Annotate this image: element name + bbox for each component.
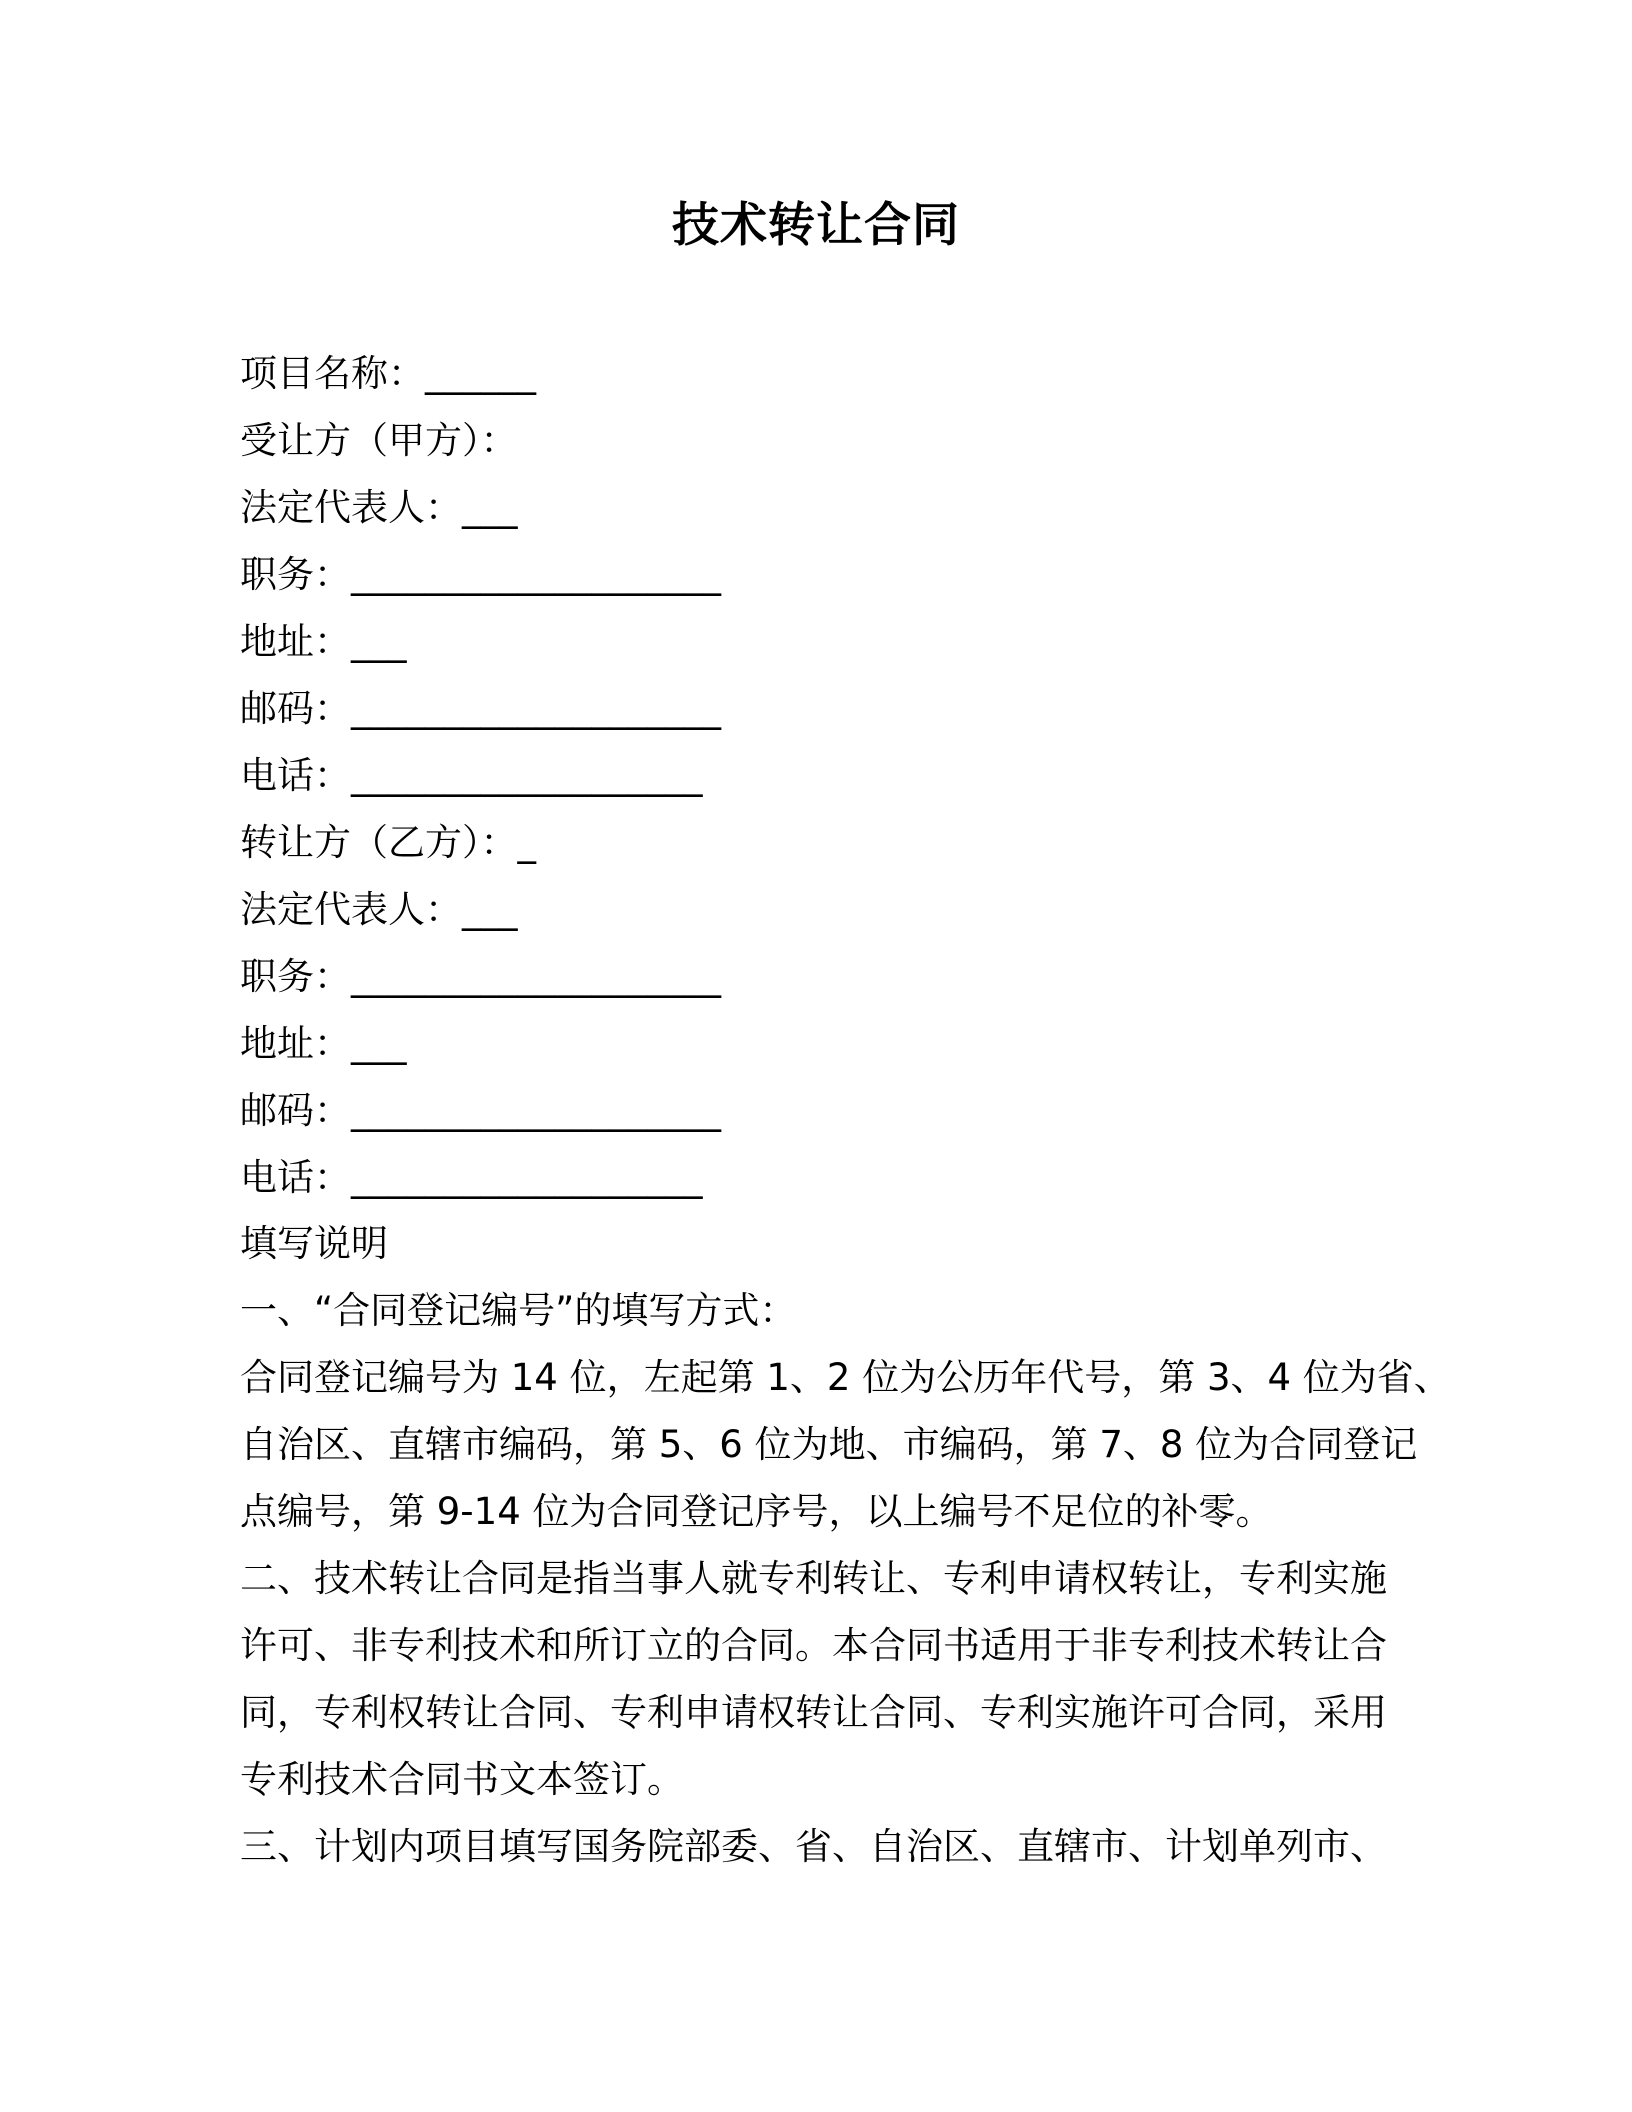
note-2-line: 二、技术转让合同是指当事人就专利转让、专利申请权转让，专利实施 [240,1557,1387,1600]
field-project-name: 项目名称：______ [240,352,536,395]
document-title: 技术转让合同 [672,198,960,253]
field-transferor-position: 职务：____________________ [240,955,721,998]
note-3-paragraph [240,1813,1400,1880]
field-transferor-legal-rep: 法定代表人：___ [240,888,518,931]
filling-instructions [240,1210,1451,1880]
field-transferor-address: 地址：___ [240,1022,407,1065]
field-transferor: 转让方（乙方）：_ [240,821,536,864]
field-transferee-legal-rep: 法定代表人：___ [240,486,518,529]
field-transferee: 受让方（甲方）： [240,419,518,462]
note-2-line: 专利技术合同书文本签订。 [240,1758,684,1801]
field-transferee-position: 职务：____________________ [240,553,721,596]
note-1-heading: 一、“合同登记编号”的填写方式： [240,1289,797,1332]
note-2-paragraph [240,1545,1400,1813]
note-1-line: 自治区、直辖市编码，第 5、6 位为地、市编码，第 7、8 位为合同登记 [240,1423,1418,1466]
field-transferee-phone: 电话：___________________ [240,754,703,797]
contract-fields [240,340,1400,1211]
field-transferor-postcode: 邮码：____________________ [240,1089,721,1132]
note-1-paragraph [240,1344,1451,1545]
note-1-line: 合同登记编号为 14 位，左起第 1、2 位为公历年代号，第 3、4 位为省、 [240,1356,1451,1399]
note-1-line: 点编号，第 9-14 位为合同登记序号，以上编号不足位的补零。 [240,1490,1273,1533]
field-transferee-address: 地址：___ [240,620,407,663]
field-transferor-phone: 电话：___________________ [240,1156,703,1199]
note-3-line: 三、计划内项目填写国务院部委、省、自治区、直辖市、计划单列市、 [240,1825,1387,1868]
note-2-line: 许可、非专利技术和所订立的合同。本合同书适用于非专利技术转让合 [240,1624,1387,1667]
notes-heading: 填写说明 [240,1222,388,1265]
note-2-line: 同，专利权转让合同、专利申请权转让合同、专利实施许可合同，采用 [240,1691,1387,1734]
field-transferee-postcode: 邮码：____________________ [240,687,721,730]
